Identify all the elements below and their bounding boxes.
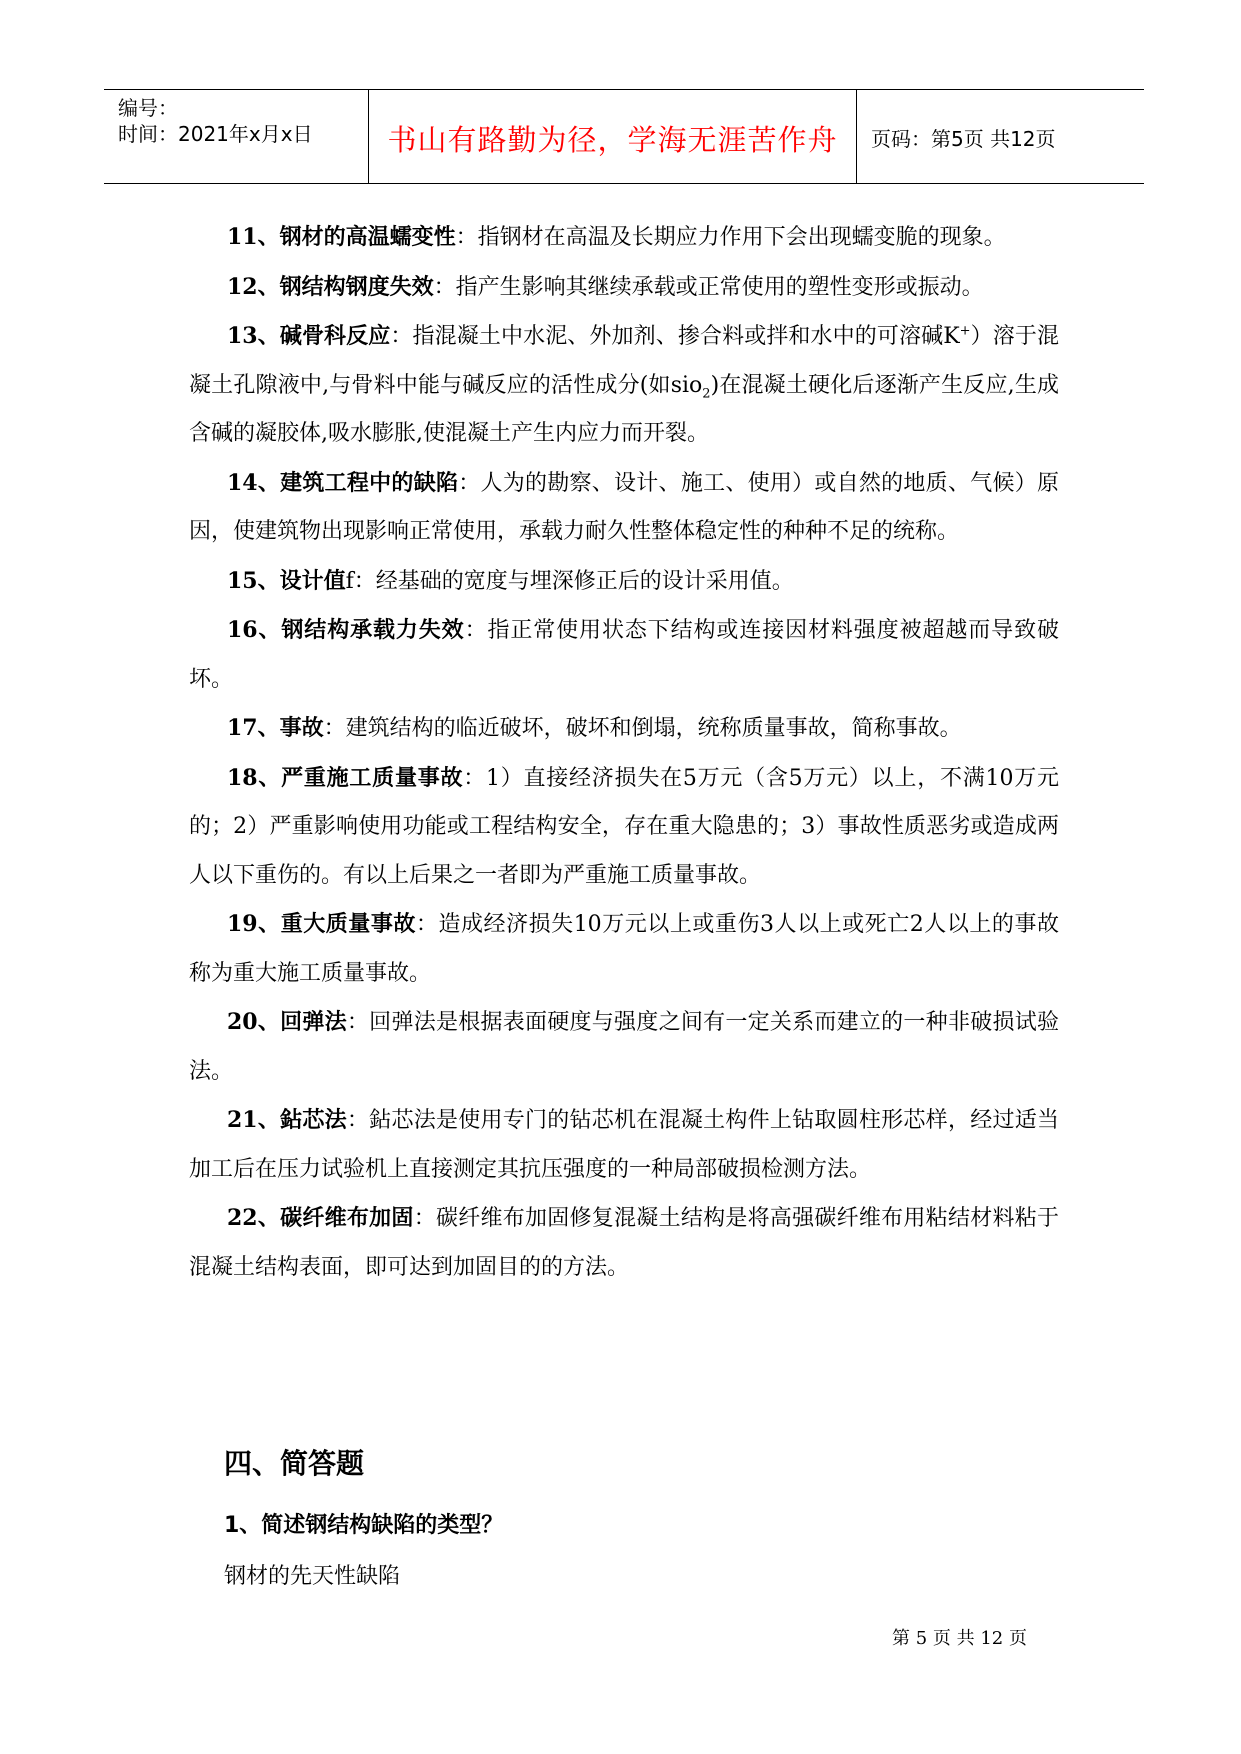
definition-term: 17、事故 bbox=[227, 715, 324, 741]
definition-text: ）溶于混凝土孔隙液中,与骨料中能与碱反应的活性成分(如sio bbox=[189, 324, 1059, 398]
definition-term: 20、回弹法 bbox=[227, 1009, 347, 1035]
definition-item bbox=[189, 754, 1059, 901]
definition-text: ：回弹法是根据表面硬度与强度之间有一定关系而建立的一种非破损试验法。 bbox=[189, 1010, 1059, 1084]
definition-term: 14、建筑工程中的缺陷 bbox=[227, 469, 459, 496]
definitions-list bbox=[189, 213, 1059, 1292]
superscript: + bbox=[959, 323, 971, 339]
definition-item bbox=[189, 557, 1059, 607]
definition-text: ：1）直接经济损失在5万元（含5万元）以上，不满10万元的；2）严重影响使用功能或工程结构安全，存在重大隐患的；3）事故性质恶劣或造成两人以下重伤的。有以上后果之一者即为严重施工质量事故。 bbox=[189, 765, 1059, 888]
definition-item bbox=[189, 704, 1059, 754]
definition-term: 12、钢结构钢度失效 bbox=[227, 273, 434, 300]
definition-item bbox=[189, 1194, 1059, 1292]
header-motto-cell bbox=[369, 90, 857, 183]
definition-term: 13、碱骨科反应 bbox=[227, 323, 391, 349]
definition-text: ：鉆芯法是使用专门的钻芯机在混凝土构件上钻取圆柱形芯样，经过适当加工后在压力试验机上直接测定其抗压强度的一种局部破损检测方法。 bbox=[189, 1108, 1059, 1182]
page-info: 页码：第5页 共12页 bbox=[871, 127, 1056, 151]
definition-term: 21、鉆芯法 bbox=[227, 1107, 347, 1133]
definition-term: 22、碳纤维布加固 bbox=[227, 1205, 414, 1231]
definition-item bbox=[189, 263, 1059, 313]
definition-text: ：指钢材在高温及长期应力作用下会出现蠕变脆的现象。 bbox=[455, 225, 1006, 250]
definition-term: 16、钢结构承载力失效 bbox=[227, 617, 465, 643]
definition-text: ：指产生影响其继续承载或正常使用的塑性变形或振动。 bbox=[433, 274, 984, 300]
definition-text: ：碳纤维布加固修复混凝土结构是将高强碳纤维布用粘结材料粘于混凝土结构表面，即可达到加固目的的方法。 bbox=[189, 1206, 1059, 1280]
definition-text: ：人为的勘察、设计、施工、使用）或自然的地质、气候）原因，使建筑物出现影响正常使用，承载力耐久性整体稳定性的种种不足的统称。 bbox=[189, 470, 1059, 544]
definition-text: ：建筑结构的临近破坏，破坏和倒塌，统称质量事故，简称事故。 bbox=[323, 716, 962, 741]
definition-text: ：造成经济损失10万元以上或重伤3人以上或死亡2人以上的事故称为重大施工质量事故。 bbox=[189, 912, 1059, 986]
definition-item bbox=[189, 606, 1059, 704]
definition-text: f：经基础的宽度与埋深修正后的设计采用值。 bbox=[345, 568, 794, 594]
answer-text: 钢材的先天性缺陷 bbox=[224, 1564, 401, 1589]
definition-term: 11、钢材的高温蠕变性 bbox=[227, 224, 456, 250]
header-left-cell bbox=[104, 90, 369, 183]
definition-item bbox=[189, 312, 1059, 459]
definition-term: 19、重大质量事故 bbox=[227, 911, 416, 937]
definition-term: 15、设计值 bbox=[227, 567, 346, 594]
page-header bbox=[104, 89, 1144, 184]
question-title: 1、简述钢结构缺陷的类型？ bbox=[224, 1513, 504, 1538]
subscript: 2 bbox=[702, 385, 711, 401]
section-title: 四、简答题 bbox=[224, 1447, 365, 1480]
number-label: 编号： bbox=[118, 96, 178, 120]
definition-item bbox=[189, 1096, 1059, 1194]
motto: 书山有路勤为径，学海无涯苦作舟 bbox=[387, 123, 838, 157]
time-label: 时间：2021年x月x日 bbox=[118, 122, 313, 146]
definition-item bbox=[189, 459, 1059, 557]
definition-item bbox=[189, 213, 1059, 263]
definition-text: ：指混凝土中水泥、外加剂、掺合料或拌和水中的可溶碱K bbox=[390, 324, 960, 349]
header-right-cell bbox=[857, 90, 1144, 183]
definition-item bbox=[189, 900, 1059, 998]
definition-text: ：指正常使用状态下结构或连接因材料强度被超越而导致破坏。 bbox=[189, 618, 1059, 692]
definition-term: 18、严重施工质量事故 bbox=[227, 764, 464, 791]
definition-item bbox=[189, 998, 1059, 1096]
definition-text: )在混凝土硬化后逐渐产生反应,生成含碱的凝胶体,吸水膨胀,使混凝土产生内应力而开裂。 bbox=[189, 372, 1060, 446]
page-footer: 第 5 页 共 12 页 bbox=[892, 1628, 1027, 1649]
